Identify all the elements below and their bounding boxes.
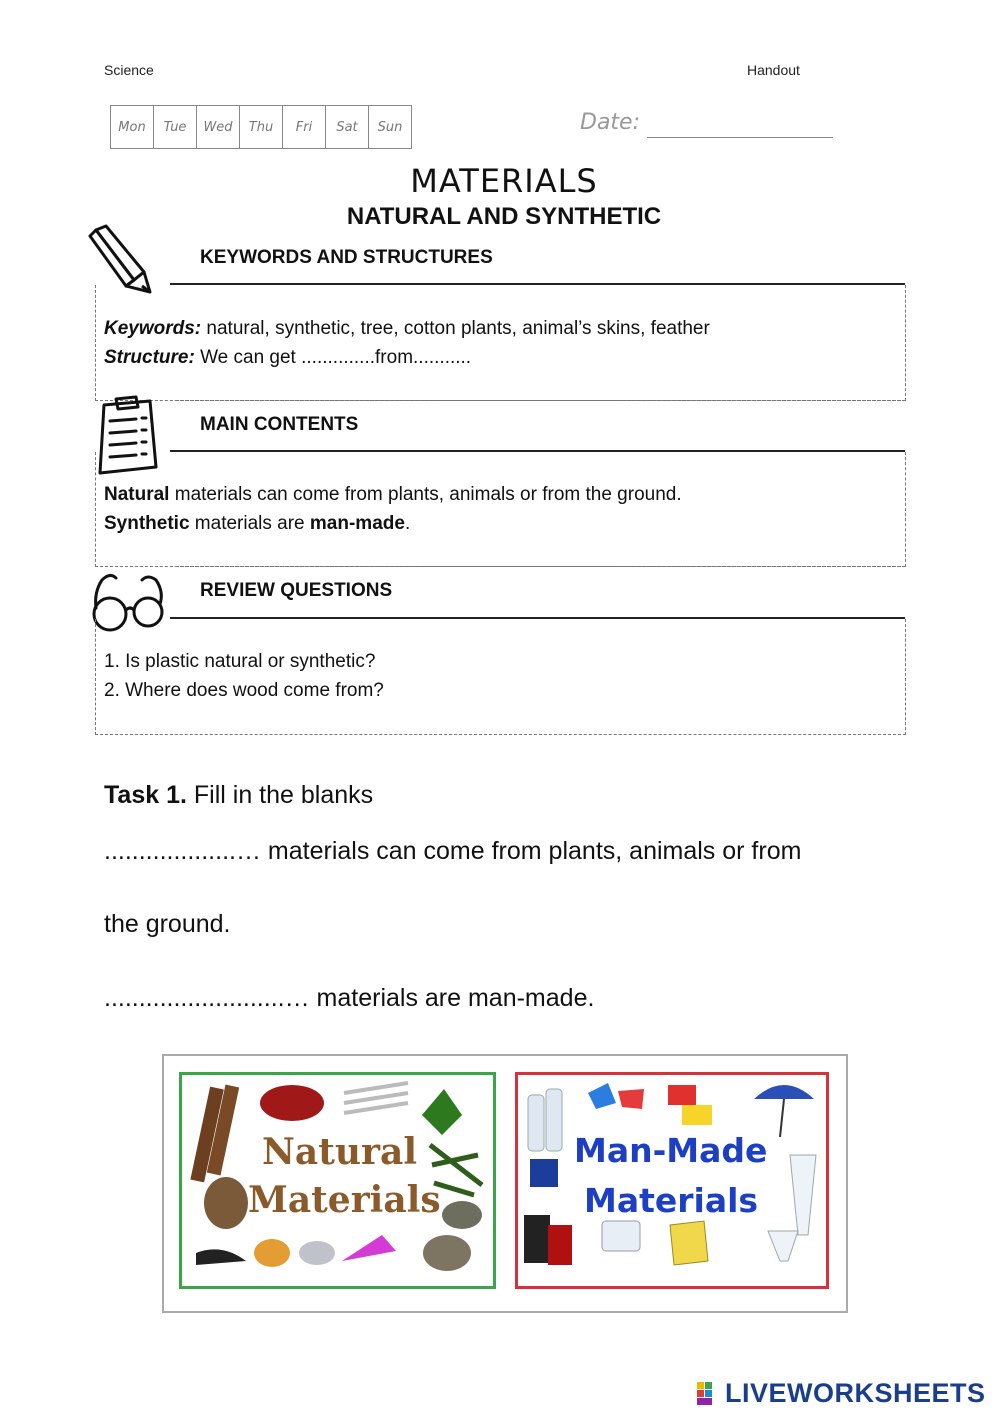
structure-line	[104, 347, 471, 369]
synthetic-definition-text: materials are	[189, 513, 310, 534]
subject-label: Science	[104, 62, 154, 78]
logo-icon	[697, 1382, 721, 1406]
natural-definition-text: materials can come from plants, animals or from the ground.	[169, 484, 682, 505]
task-blank-1[interactable]: ...................… materials can come from plants, animals or from	[104, 837, 802, 865]
review-question-1: 1. Is plastic natural or synthetic?	[104, 651, 376, 672]
keywords-label: Keywords:	[104, 318, 202, 339]
synthetic-term: Synthetic	[104, 513, 190, 534]
main-section-title: MAIN CONTENTS	[200, 414, 359, 435]
synthetic-definition	[104, 513, 410, 535]
structure-text: We can get ..............from...........	[194, 347, 472, 368]
natural-definition	[104, 484, 682, 506]
date-label: Date:	[580, 110, 640, 135]
keywords-text: natural, synthetic, tree, cotton plants, animal’s skins, feather	[201, 318, 710, 339]
structure-label: Structure:	[104, 347, 195, 368]
materials-banner	[162, 1054, 848, 1313]
natural-materials-panel	[179, 1072, 496, 1289]
doc-type-label: Handout	[747, 62, 800, 78]
main-box	[95, 452, 906, 567]
natural-title-1: Natural	[262, 1131, 418, 1173]
manmade-title-2: Materials	[584, 1181, 759, 1220]
day-tue[interactable]: Tue	[154, 106, 197, 148]
keywords-box	[95, 285, 906, 401]
task-heading	[104, 781, 373, 810]
day-sun[interactable]: Sun	[377, 119, 403, 135]
natural-title-2: Materials	[248, 1179, 441, 1221]
page-title: MATERIALS	[410, 162, 598, 200]
task-blank-2[interactable]: ..........................… materials are man-made.	[104, 984, 595, 1012]
weekday-selector	[110, 105, 412, 149]
keywords-line	[104, 318, 710, 340]
task-line-2: the ground.	[104, 910, 231, 938]
review-question-2: 2. Where does wood come from?	[104, 680, 384, 701]
day-wed[interactable]: Wed	[197, 106, 240, 148]
manmade-title-1: Man-Made	[574, 1131, 768, 1170]
keywords-section-title: KEYWORDS AND STRUCTURES	[200, 247, 493, 268]
page-subtitle: NATURAL AND SYNTHETIC	[346, 203, 662, 230]
liveworksheets-logo[interactable]	[697, 1378, 986, 1409]
main-top-dash	[176, 400, 905, 401]
man-made-term: man-made	[309, 513, 405, 534]
natural-term: Natural	[104, 484, 170, 505]
task-label: Task 1.	[104, 781, 187, 809]
day-thu[interactable]: Thu	[240, 106, 283, 148]
task-instruction: Fill in the blanks	[186, 781, 374, 809]
synthetic-definition-end: .	[404, 513, 411, 534]
day-mon[interactable]: Mon	[111, 106, 154, 148]
review-box	[95, 619, 906, 735]
logo-text: LIVEWORKSHEETS	[725, 1378, 986, 1408]
date-field[interactable]	[647, 137, 833, 138]
day-fri[interactable]: Fri	[283, 106, 326, 148]
manmade-materials-panel	[515, 1072, 829, 1289]
day-sat[interactable]: Sat	[326, 106, 369, 148]
review-section-title: REVIEW QUESTIONS	[200, 580, 393, 601]
review-top-dash	[176, 566, 905, 567]
